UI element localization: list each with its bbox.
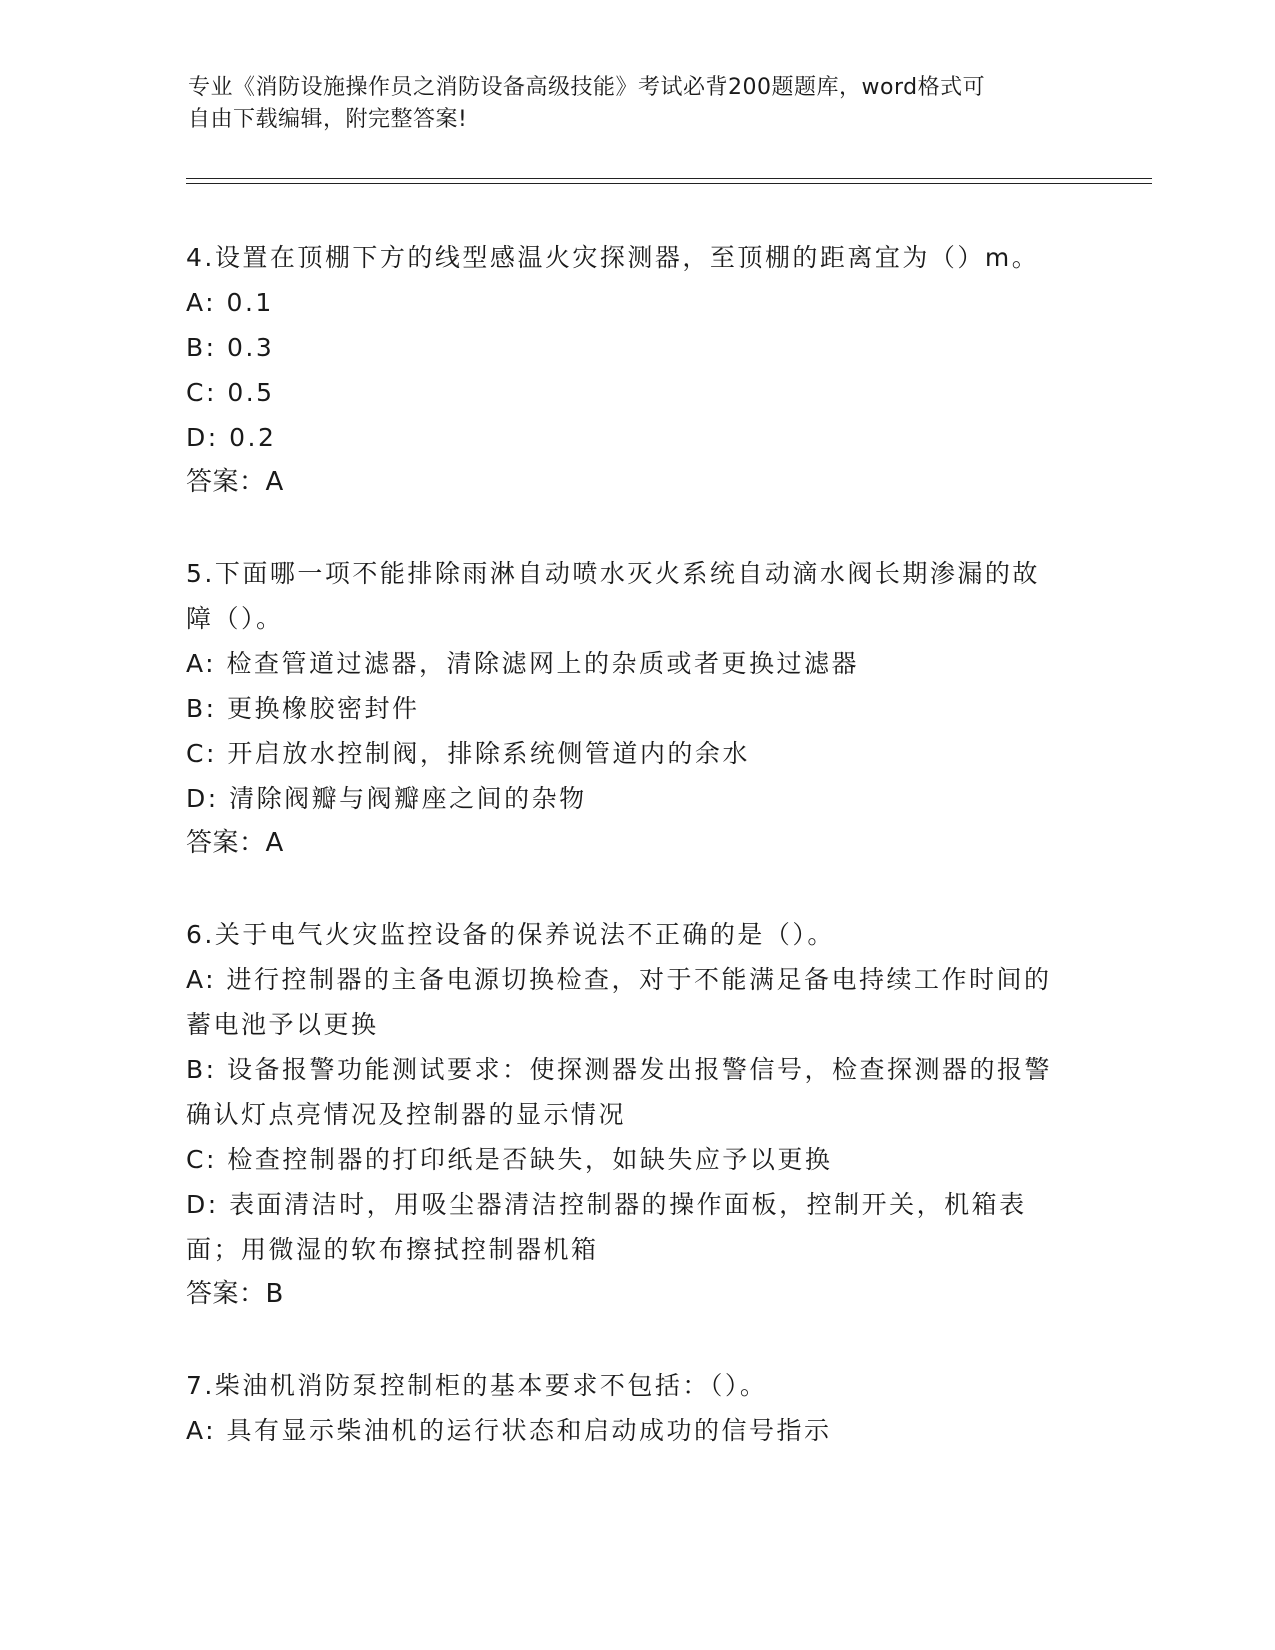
option-a: A: 检查管道过滤器，清除滤网上的杂质或者更换过滤器 [186, 649, 860, 678]
question-7 [186, 1363, 1086, 1453]
question-6 [186, 912, 1086, 1317]
question-text: 5.下面哪一项不能排除雨淋自动喷水灭火系统自动滴水阀长期渗漏的故障（）。 [186, 559, 1040, 633]
option-c: C: 开启放水控制阀，排除系统侧管道内的余水 [186, 739, 750, 768]
question-text: 7.柴油机消防泵控制柜的基本要求不包括：（）。 [186, 1371, 768, 1400]
option-b: B: 0.3 [186, 333, 275, 362]
option-d: D: 表面清洁时，用吸尘器清洁控制器的操作面板，控制开关，机箱表面；用微湿的软布擦拭控制器机箱 [186, 1190, 1027, 1264]
option-b: B: 设备报警功能测试要求：使探测器发出报警信号，检查探测器的报警确认灯点亮情况及控制器的显示情况 [186, 1055, 1053, 1129]
answer: 答案：B [186, 1279, 284, 1309]
header-divider-top [186, 178, 1152, 179]
option-b: B: 更换橡胶密封件 [186, 694, 420, 723]
option-d: D: 清除阀瓣与阀瓣座之间的杂物 [186, 784, 587, 813]
option-a: A: 0.1 [186, 288, 274, 317]
header-divider-bottom [186, 183, 1152, 184]
question-text: 6.关于电气火灾监控设备的保养说法不正确的是（）。 [186, 920, 835, 949]
answer: 答案：A [186, 467, 284, 497]
header-line-1: 专业《消防设施操作员之消防设备高级技能》考试必背200题题库，word格式可 [188, 75, 986, 100]
question-text: 4.设置在顶棚下方的线型感温火灾探测器，至顶棚的距离宜为（）m。 [186, 243, 1040, 272]
option-a: A: 进行控制器的主备电源切换检查，对于不能满足备电持续工作时间的蓄电池予以更换 [186, 965, 1052, 1039]
document-header [188, 72, 1068, 136]
option-d: D: 0.2 [186, 423, 277, 452]
option-c: C: 0.5 [186, 378, 275, 407]
option-c: C: 检查控制器的打印纸是否缺失，如缺失应予以更换 [186, 1145, 833, 1174]
question-4 [186, 235, 1086, 505]
question-list [186, 235, 1086, 1499]
option-a: A: 具有显示柴油机的运行状态和启动成功的信号指示 [186, 1416, 832, 1445]
header-line-2: 自由下载编辑，附完整答案! [188, 107, 468, 132]
answer: 答案：A [186, 828, 284, 858]
question-5 [186, 551, 1086, 866]
